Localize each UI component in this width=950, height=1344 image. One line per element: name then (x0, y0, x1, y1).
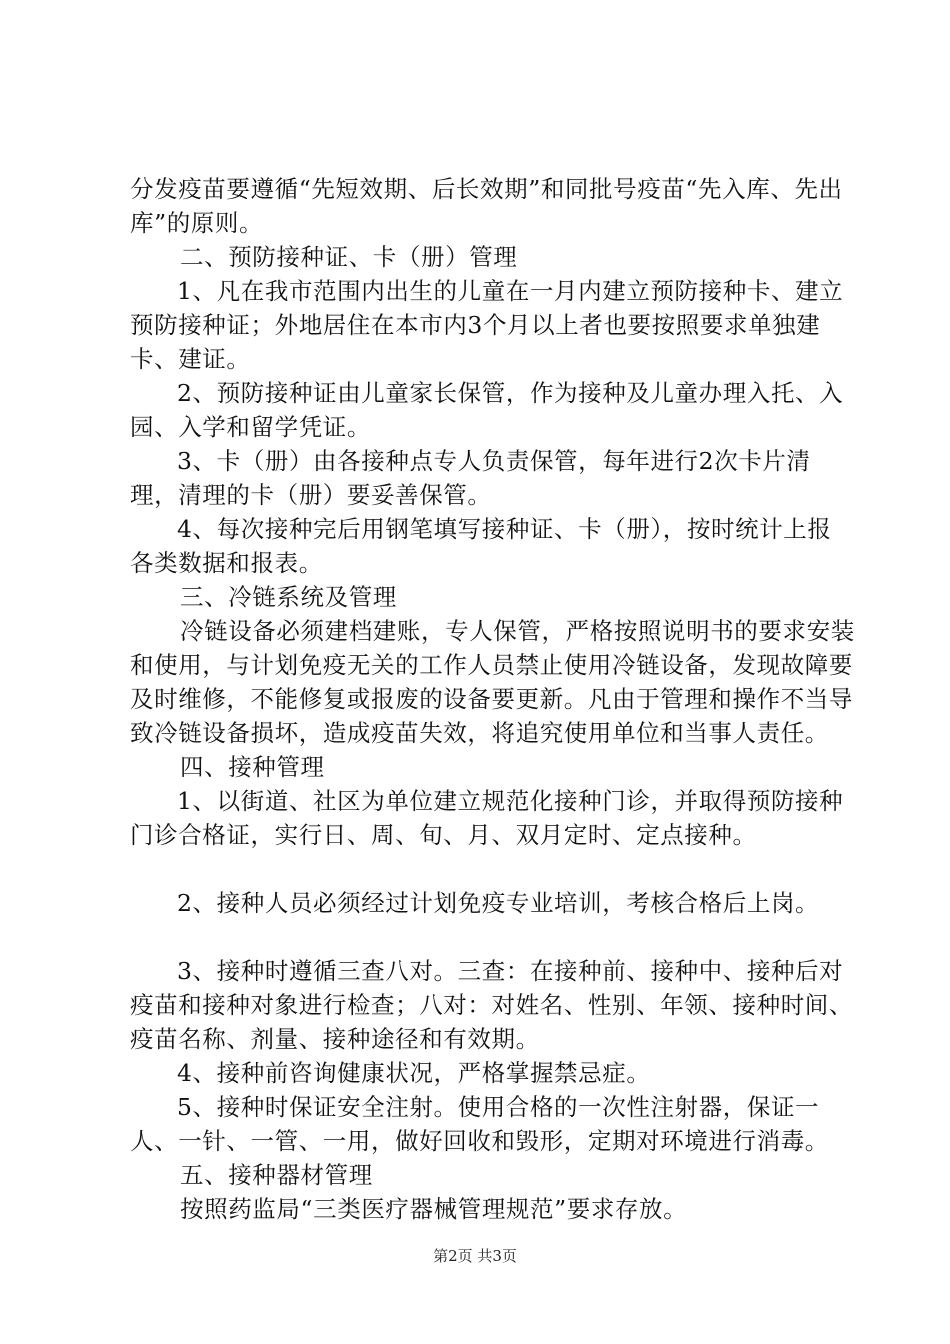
document-body (130, 172, 855, 1226)
section-heading: 二、预防接种证、卡（册）管理 (180, 243, 518, 271)
paragraph: 按照药监局“三类医疗器械管理规范”要求存放。 (180, 1195, 688, 1223)
paragraph: 5、接种时保证安全注射。使用合格的一次性注射器，保证一人、一针、一管、一用，做好回收和毁形，定期对环境进行消毒。 (130, 1093, 829, 1155)
page-number-footer: 第2页 共3页 (433, 1247, 517, 1265)
paragraph: 1、凡在我市范围内出生的儿童在一月内建立预防接种卡、建立预防接种证；外地居住在本市内3个月以上者也要按照要求单独建卡、建证。 (130, 277, 844, 373)
spacer (130, 920, 855, 954)
paragraph: 分发疫苗要遵循“先短效期、后长效期”和同批号疫苗“先入库、先出库”的原则。 (130, 175, 843, 237)
section-heading: 五、接种器材管理 (180, 1161, 373, 1189)
paragraph: 3、接种时遵循三查八对。三查：在接种前、接种中、接种后对疫苗和接种对象进行检查；八对：对姓名、性别、年领、接种时间、疫苗名称、剂量、接种途径和有效期。 (130, 957, 853, 1053)
paragraph: 2、预防接种证由儿童家长保管，作为接种及儿童办理入托、入园、入学和留学凭证。 (130, 379, 844, 441)
paragraph: 4、每次接种完后用钢笔填写接种证、卡（册），按时统计上报各类数据和报表。 (130, 515, 832, 577)
paragraph: 1、以街道、社区为单位建立规范化接种门诊，并取得预防接种门诊合格证，实行日、周、旬、月、双月定时、定点接种。 (130, 787, 844, 849)
paragraph: 3、卡（册）由各接种点专人负责保管，每年进行2次卡片清理，清理的卡（册）要妥善保管。 (130, 447, 811, 509)
paragraph: 4、接种前咨询健康状况，严格掌握禁忌症。 (177, 1059, 651, 1087)
paragraph: 2、接种人员必须经过计划免疫专业培训，考核合格后上岗。 (177, 889, 820, 917)
section-heading: 三、冷链系统及管理 (180, 583, 397, 611)
paragraph: 冷链设备必须建档建账，专人保管，严格按照说明书的要求安装和使用，与计划免疫无关的工作人员禁止使用冷链设备，发现故障要及时维修，不能修复或报废的设备要更新。凡由于管理和操作不当导致冷链设备损坏，造成疫苗失效，将追究使用单位和当事人责任。 (130, 617, 855, 747)
section-heading: 四、接种管理 (180, 753, 325, 781)
spacer (130, 852, 855, 886)
